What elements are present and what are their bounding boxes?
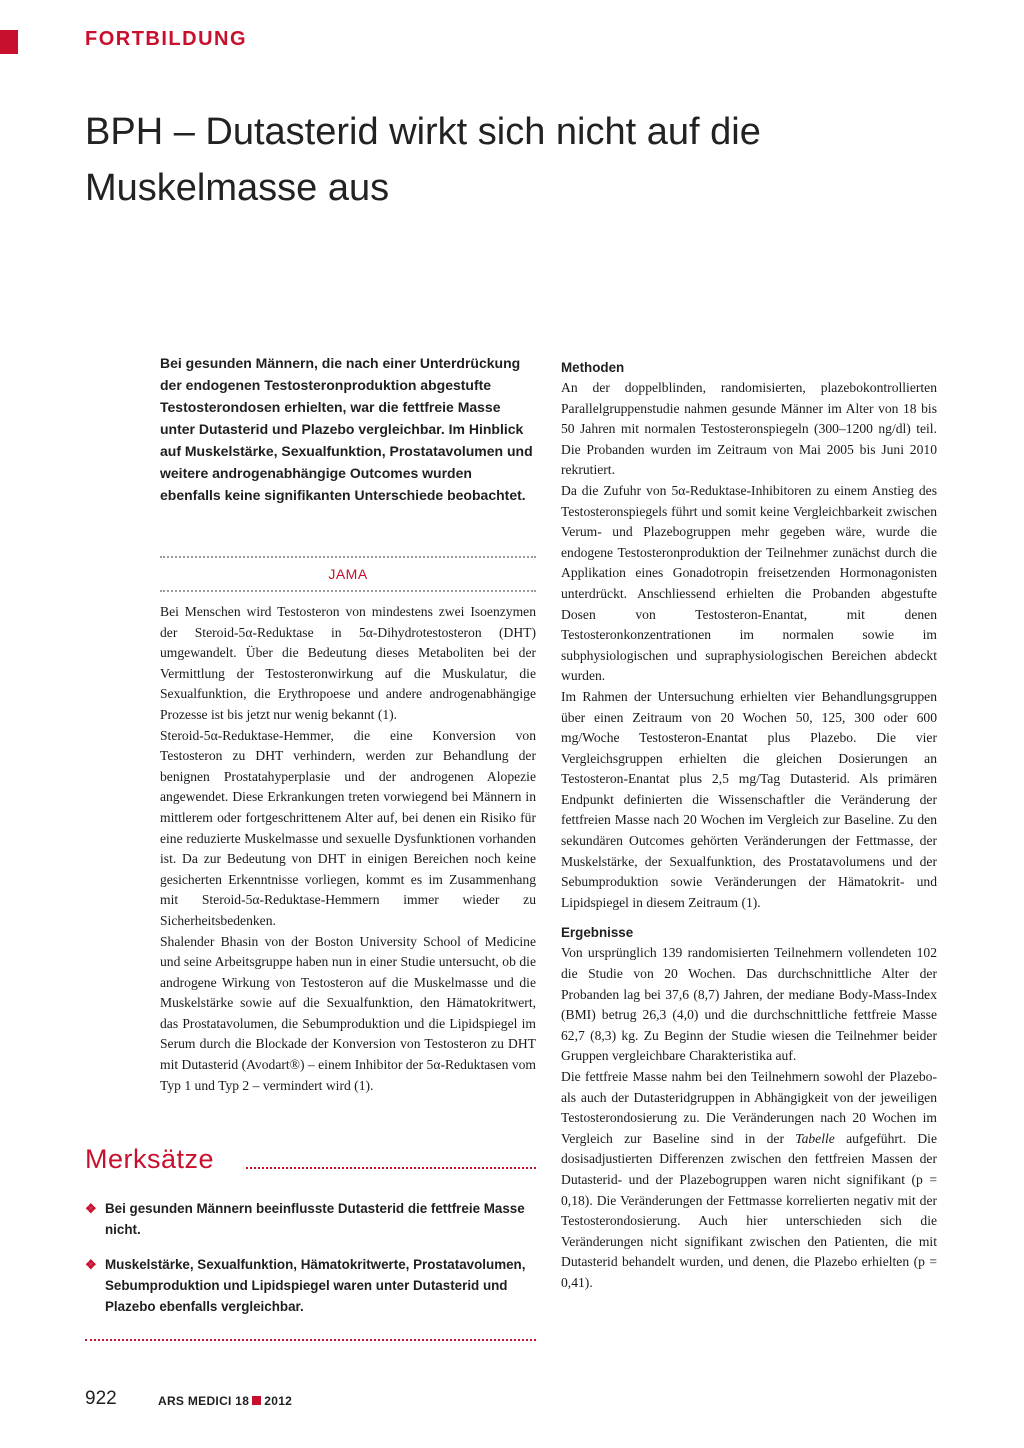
section-label: FORTBILDUNG [85, 28, 248, 50]
merksaetze-heading: Merksätze [85, 1144, 215, 1174]
body-paragraph: Shalender Bhasin von der Boston University School of Medicine und seine Arbeitsgruppe haben nun in einer Studie untersucht, ob die androgene Wirkung von Testosteron auf die Muskelmasse und die Muskelstärke sowie auf die Sexualfunktion, den Hämatokritwert, das Prostatavolumen, die Sebumproduktion und die Lipidspiegel im Serum durch die Blockade der Konversion von Testosteron zu DHT mit Dutasterid (Avodart®) – einem Inhibitor der 5α-Reduktasen vom Typ 1 und Typ 2 – vermindert wird (1). [160, 933, 536, 1093]
section-gap [561, 913, 937, 923]
merksaetze-item [85, 1198, 536, 1240]
merksaetze-bottom-rule [85, 1339, 536, 1341]
merksaetze-item [85, 1254, 536, 1317]
methods-heading: Methoden [561, 360, 625, 375]
results-text: Die fettfreie Masse nahm bei den Teilnehmern sowohl der Plazebo- als auch der Dutasteridgruppen in Abhängigkeit von der jeweiligen Testosterondosierung zu. Die Veränderungen nach 20 Wochen im Vergleich zur Baseline sind in der [561, 1069, 937, 1146]
merksaetze-heading-rule [246, 1167, 536, 1169]
body-right-column [561, 358, 937, 1294]
results-paragraph [561, 1067, 937, 1294]
body-paragraph: Bei Menschen wird Testosteron von mindestens zwei Isoenzymen der Steroid-5α-Reduktase in 5α-Dihydrotestosteron (DHT) umgewandelt. Über die Bedeutung dieses Metaboliten bei der Vermittlung der Testosteronwirkung auf die Muskulatur, die Sexualfunktion, die Erythropoese und andere androgenabhängige Prozesse ist bis jetzt nur wenig bekannt (1). [160, 604, 536, 722]
body-left-column [160, 602, 536, 1096]
results-heading: Ergebnisse [561, 925, 634, 941]
merksaetze-item-text: Bei gesunden Männern beeinflusste Dutasterid die fettfreie Masse nicht. [105, 1201, 525, 1237]
body-paragraph: Steroid-5α-Reduktase-Hemmer, die eine Konversion von Testosteron zu DHT verhindern, werden zur Behandlung der benignen Prostatahyperplasie und der androgenen Alopezie angewendet. Diese Erkrankungen treten vorwiegend bei Männern in mittlerem oder fortgeschrittenem Alter auf, bei denen ein Risiko für eine reduzierte Muskelmasse und sexuelle Dysfunktionen vorhanden ist. Da zur Bedeutung von DHT in einigen Bereichen noch keine gesicherten Erkenntnisse vorliegen, kommt es im Zusammenhang mit Steroid-5α-Reduktase-Hemmern immer wieder zu Sicherheitsbedenken. [160, 727, 536, 928]
divider-top [160, 556, 536, 558]
source-label: JAMA [328, 566, 368, 582]
results-text: aufgeführt. Die dosisadjustierten Differenzen zwischen den fettfreien Massen der Dutasterid- und der Plazebogruppen waren nicht signifikant (p = 0,18). Die Veränderungen der Fettmasse korrelierten negativ mit der Testosterondosierung. Auch hier unterschieden sich die Veränderungen nicht signifikant zwischen den Patienten, die mit Dutasterid behandelt wurden, und denen, die Plazebo erhielten (p = 0,41). [561, 1130, 937, 1290]
diamond-bullet-icon: ❖ [85, 1201, 97, 1216]
diamond-bullet-icon: ❖ [85, 1257, 97, 1272]
methods-paragraph: Im Rahmen der Untersuchung erhielten vier Behandlungsgruppen über einen Zeitraum von 20 Wochen 50, 125, 300 oder 600 mg/Woche Testosteron-Enantat plus Plazebo. Die vier Vergleichsgruppen erhielten die gleichen Dosierungen an Testosteron-Enantat plus 2,5 mg/Tag Dutasterid. Als primären Endpunkt definierten die Wissenschaftler die Veränderung der fettfreien Masse nach 20 Wochen im Vergleich zur Baseline. Zu den sekundären Outcomes gehörten Veränderungen der Fettmasse, der Muskelstärke, der Sexualfunktion, des Prostatavolumens und der Sebumproduktion sowie Veränderungen der Hämatokrit- und Lipidspiegel in diesem Zeitraum (1). [561, 688, 937, 910]
merksaetze-item-text: Muskelstärke, Sexualfunktion, Hämatokritwerte, Prostatavolumen, Sebumproduktion und Lipidspiegel waren unter Dutasterid und Plazebo ebenfalls vergleichbar. [105, 1257, 526, 1314]
section-color-marker [0, 30, 18, 54]
journal-footer [158, 1394, 292, 1408]
divider-bottom [160, 590, 536, 592]
methods-paragraph: An der doppelblinden, randomisierten, plazebokontrollierten Parallelgruppenstudie nahmen gesunde Männer im Alter von 18 bis 50 Jahren mit normalen Testosteronspiegeln (300–1200 ng/dl) teil. Die Probanden wurden im Zeitraum von Mai 2005 bis Juni 2010 rekrutiert. [561, 380, 937, 478]
methods-paragraph: Da die Zufuhr von 5α-Reduktase-Inhibitoren zu einem Anstieg des Testosteronspiegels führt und somit keine Vergleichbarkeit zwischen Verum- und Plazebogruppen mehr gegeben wäre, wurde die endogene Testosteronproduktion der Teilnehmer zunächst durch die Applikation eines Gonadotropin freisetzenden Hormonagonisten unterdrückt. Anschliessend erhielten die Probanden abgestufte Dosen von Testosteron-Enantat, mit denen Testosteronkonzentrationen im normalen sowie im subphysiologischen und supraphysiologischen Bereichen abdeckt wurden. [561, 482, 937, 684]
results-paragraph: Von ursprünglich 139 randomisierten Teilnehmern vollendeten 102 die Studie von 20 Wochen. Das durchschnittliche Alter der Probanden lag bei 37,6 (8,7) Jahren, der mediane Body-Mass-Index (BMI) betrug 26,3 (4,0) und die durchschnittliche fettfreie Masse 62,7 (8,3) kg. Zu Beginn der Studie wiesen die Teilnehmer beider Gruppen vergleichbare Charakteristika auf. [561, 945, 937, 1064]
article-lead: Bei gesunden Männern, die nach einer Unterdrückung der endogenen Testosteronproduktion abgestufte Testosterondosen erhielten, war die fettfreie Masse unter Dutasterid und Plazebo vergleichbar. Im Hinblick auf Muskelstärke, Sexualfunktion, Prostatavolumen und weitere androgenabhängige Outcomes wurden ebenfalls keine signifikanten Unterschiede beobachtet. [160, 355, 533, 503]
square-separator-icon [252, 1396, 261, 1405]
page-number: 922 [85, 1388, 117, 1409]
table-reference: Tabelle [795, 1130, 835, 1146]
journal-name: ARS MEDICI 18 [158, 1394, 250, 1408]
journal-year: 2012 [264, 1394, 293, 1408]
merksaetze-list [85, 1198, 536, 1331]
article-title: BPH – Dutasterid wirkt sich nicht auf die Muskelmasse aus [85, 111, 761, 209]
